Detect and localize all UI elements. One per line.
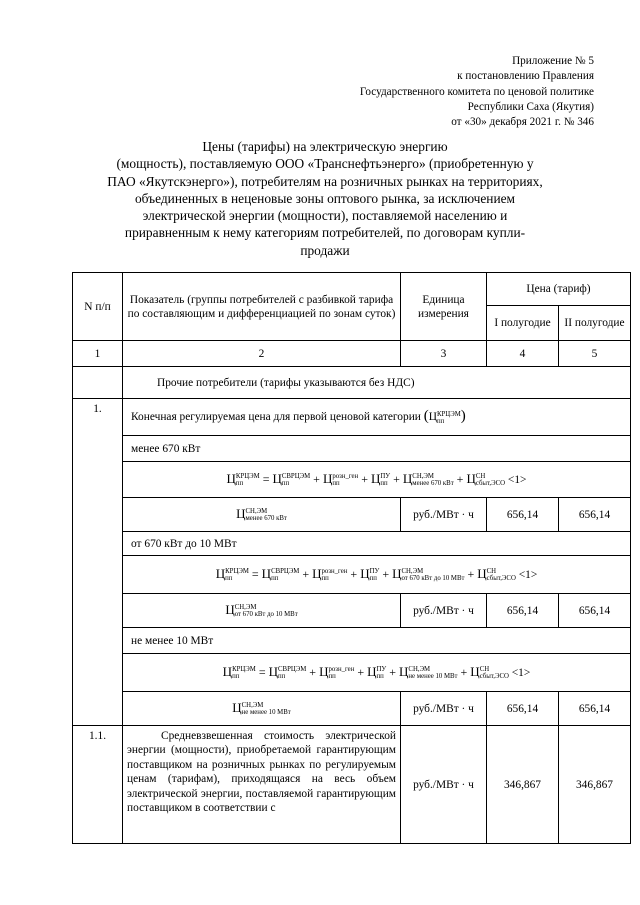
component-symbol [123,498,401,532]
formula-row [73,556,631,594]
component-formula [232,699,291,717]
group-label: не менее 10 МВт [123,628,631,654]
header-half2: II полугодие [559,306,631,341]
formula-term: Ц СН,ЭМ не менее 10 МВт [232,699,291,717]
group-label-row [73,532,631,556]
formula-operator: + [358,471,371,486]
formula-expression [226,470,527,488]
component-formula [225,601,298,619]
appendix-line: Республики Саха (Якутия) [467,100,594,113]
row-num: 1. [73,399,123,726]
row1-label-text: Конечная регулируемая цена для первой ценовой категории [131,411,421,424]
group-label-row [73,628,631,654]
formula-operator: + [310,471,323,486]
unit-cell: руб./МВт · ч [401,726,487,844]
value-half2: 346,867 [559,726,631,844]
row-num: 1.1. [73,726,123,844]
formula-operator: + [379,566,393,581]
formula-operator: = [255,664,269,679]
formula-operator: + [464,566,478,581]
appendix-line: от «30» декабря 2021 г. № 346 [451,116,594,129]
formula-term: Ц СН,ЭМ от 670 кВт до 10 МВт [225,601,298,619]
colnum-cell: 4 [487,341,559,367]
value-half1: 656,14 [487,498,559,532]
component-formula [236,505,287,523]
group-label: менее 670 кВт [123,436,631,462]
unit-cell: руб./МВт · ч [401,594,487,628]
formula-term: Ц СВРЦЭМ пп [272,470,311,488]
row1-symbol: (Ц КРЦЭМ пп ) [423,408,466,425]
formula-expression [222,663,531,681]
tariff-table [72,272,631,844]
appendix-header [360,54,594,130]
colnum-cell: 3 [401,341,487,367]
title-line: (мощность), поставляемую ООО «Транснефтьэнерго» (приобретенную у [116,156,534,172]
formula-term: Ц КРЦЭМ пп [226,470,260,488]
colnum-cell: 5 [559,341,631,367]
table-row [73,399,631,436]
formula-term: Ц розн_ген пп [322,470,359,488]
title-line: приравненным к нему категориям потребителей, по договорам купли- [124,225,526,241]
formula-term: Ц ПУ пп [367,663,387,681]
table-row [73,594,631,628]
formula-term: Ц СН сбыт,ЭСО [466,470,506,488]
formula-term: Ц КРЦЭМ пп [215,565,249,583]
group-label: от 670 кВт до 10 МВт [123,532,631,556]
appendix-line: Приложение № 5 [512,55,594,67]
footnote-ref: <1> [515,568,538,581]
value-half2: 656,14 [559,498,631,532]
title-line: Цены (тарифы) на электрическую энергию [202,139,448,154]
section-row [73,367,631,399]
table-row [73,692,631,726]
formula-term: Ц СН,ЭМ не менее 10 МВт [399,663,458,681]
appendix-line: Государственного комитета по ценовой политике [359,85,594,98]
formula-row [73,654,631,692]
formula-term: Ц СН сбыт,ЭСО [470,663,509,681]
formula-operator: + [453,471,467,486]
component-symbol [123,594,401,628]
formula-operator: + [347,566,361,581]
formula-operator: + [299,566,313,581]
formula-operator: = [248,566,262,581]
formula-term: Ц розн_ген пп [319,663,355,681]
formula-operator: + [386,664,400,679]
value-half1: 656,14 [487,692,559,726]
header-indicator: Показатель (группы потребителей с разбивкой тарифа по составляющим и дифференциацией по зонам суток) [123,273,401,341]
formula [123,462,631,498]
title-line: электрической энергии (мощности), поставляемой населению и [142,208,508,224]
column-numbers-row [73,341,631,367]
header-half1: I полугодие [487,306,559,341]
formula-operator: = [259,471,273,486]
section-title: Прочие потребители (тарифы указываются без НДС) [123,367,631,399]
title-line: объединенных в неценовые зоны оптового рынка, за исключением [134,190,516,206]
title-line: продажи [300,242,350,258]
component-symbol [123,692,401,726]
row-label: Средневзвешенная стоимость электрической энергии (мощности), приобретаемой гарантирующим поставщиком на розничных рынках по регулируемым ценам (тарифам), приходящаяся на весь объем электрической энергии, поставляемой гарантирующим поставщиком в соответствии с [123,726,401,844]
header-unit: Единица измерения [401,273,487,341]
group-label-row [73,436,631,462]
value-half2: 656,14 [559,692,631,726]
formula-term: Ц КРЦЭМ пп [222,663,256,681]
title-line: ПАО «Якутскэнерго»), потребителям на розничных рынках на территориях, [107,173,543,189]
colnum-cell: 2 [123,341,401,367]
header-price: Цена (тариф) [487,273,631,306]
formula-term: Ц СН сбыт,ЭСО [477,565,516,583]
formula-operator: + [457,664,471,679]
formula-term: Ц СН,ЭМ менее 670 кВт [402,470,454,488]
formula-operator: + [390,471,403,486]
formula-term: Ц СН,ЭМ от 670 кВт до 10 МВт [392,565,465,583]
footnote-ref: <1> [505,473,527,486]
formula-operator: + [354,664,368,679]
document-title [90,138,560,259]
formula [123,654,631,692]
formula-row [73,462,631,498]
footnote-ref: <1> [508,666,531,679]
unit-cell: руб./МВт · ч [401,692,487,726]
appendix-line: к постановлению Правления [457,70,594,83]
unit-cell: руб./МВт · ч [401,498,487,532]
empty-cell [73,367,123,399]
formula-term: Ц розн_ген пп [312,565,348,583]
colnum-cell: 1 [73,341,123,367]
formula-term: Ц ПУ пп [360,565,380,583]
formula-operator: + [306,664,320,679]
formula-term: Ц ПУ пп [370,470,391,488]
formula-term: Ц СВРЦЭМ пп [268,663,307,681]
formula-expression [215,565,538,583]
row-label [123,399,631,436]
header-num: N п/п [73,273,123,341]
table-header-row [73,273,631,306]
value-half1: 346,867 [487,726,559,844]
value-half1: 656,14 [487,594,559,628]
formula-term: Ц СВРЦЭМ пп [261,565,300,583]
table-row [73,726,631,844]
formula-term: Ц СН,ЭМ менее 670 кВт [236,505,287,523]
value-half2: 656,14 [559,594,631,628]
formula [123,556,631,594]
table-row [73,498,631,532]
